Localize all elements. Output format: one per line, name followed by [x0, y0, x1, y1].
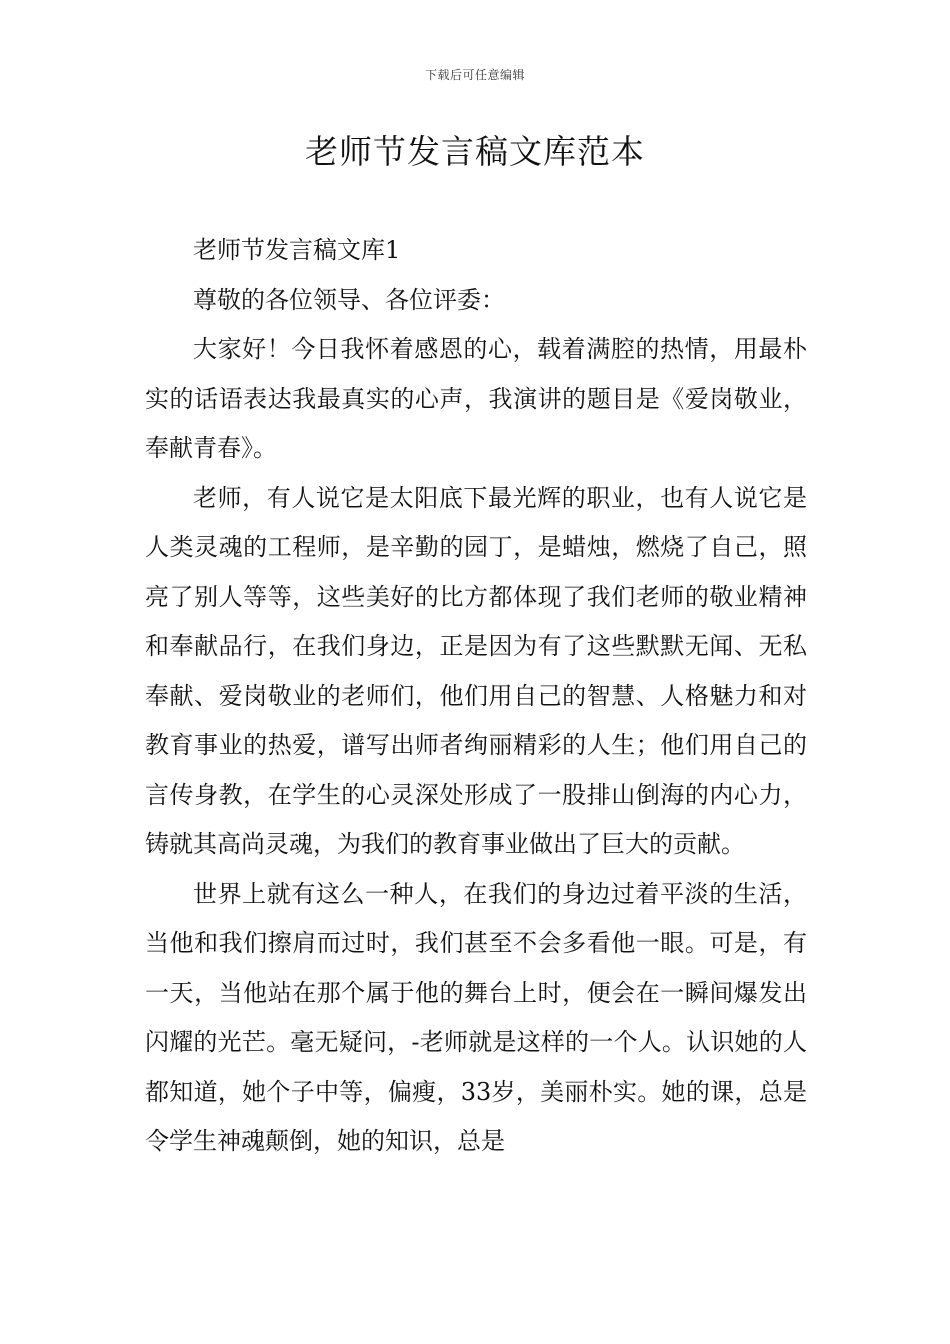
- paragraph: 老师，有人说它是太阳底下最光辉的职业，也有人说它是人类灵魂的工程师，是辛勤的园丁，是蜡烛，燃烧了自己，照亮了别人等等，这些美好的比方都体现了我们老师的敬业精神和奉献品行，在我们身边，正是因为有了这些默默无闻、无私奉献、爱岗敬业的老师们，他们用自己的智慧、人格魅力和对教育事业的热爱，谱写出师者绚丽精彩的人生；他们用自己的言传身教，在学生的心灵深处形成了一股排山倒海的内心力，铸就其高尚灵魂，为我们的教育事业做出了巨大的贡献。: [145, 483, 807, 858]
- header-note: 下载后可任意编辑: [424, 68, 525, 82]
- salutation: 尊敬的各位领导、各位评委：: [193, 285, 505, 314]
- document-body: [145, 226, 807, 1167]
- section-heading: 老师节发言稿文库1: [193, 236, 401, 264]
- paragraph: 世界上就有这么一种人，在我们的身边过着平淡的生活，当他和我们擦肩而过时，我们甚至不会多看他一眼。可是，有一天，当他站在那个属于他的舞台上时，便会在一瞬间爆发出闪耀的光芒。毫无疑问，-老师就是这样的一个人。认识她的人都知道，她个子中等，偏瘦，33岁，美丽朴实。她的课，总是令学生神魂颠倒，她的知识，总是: [145, 879, 807, 1155]
- document-title: 老师节发言稿文库范本: [305, 132, 645, 171]
- paragraph: 大家好！今日我怀着感恩的心，载着满腔的热情，用最朴实的话语表达我最真实的心声，我演讲的题目是《爱岗敬业，奉献青春》。: [145, 335, 807, 462]
